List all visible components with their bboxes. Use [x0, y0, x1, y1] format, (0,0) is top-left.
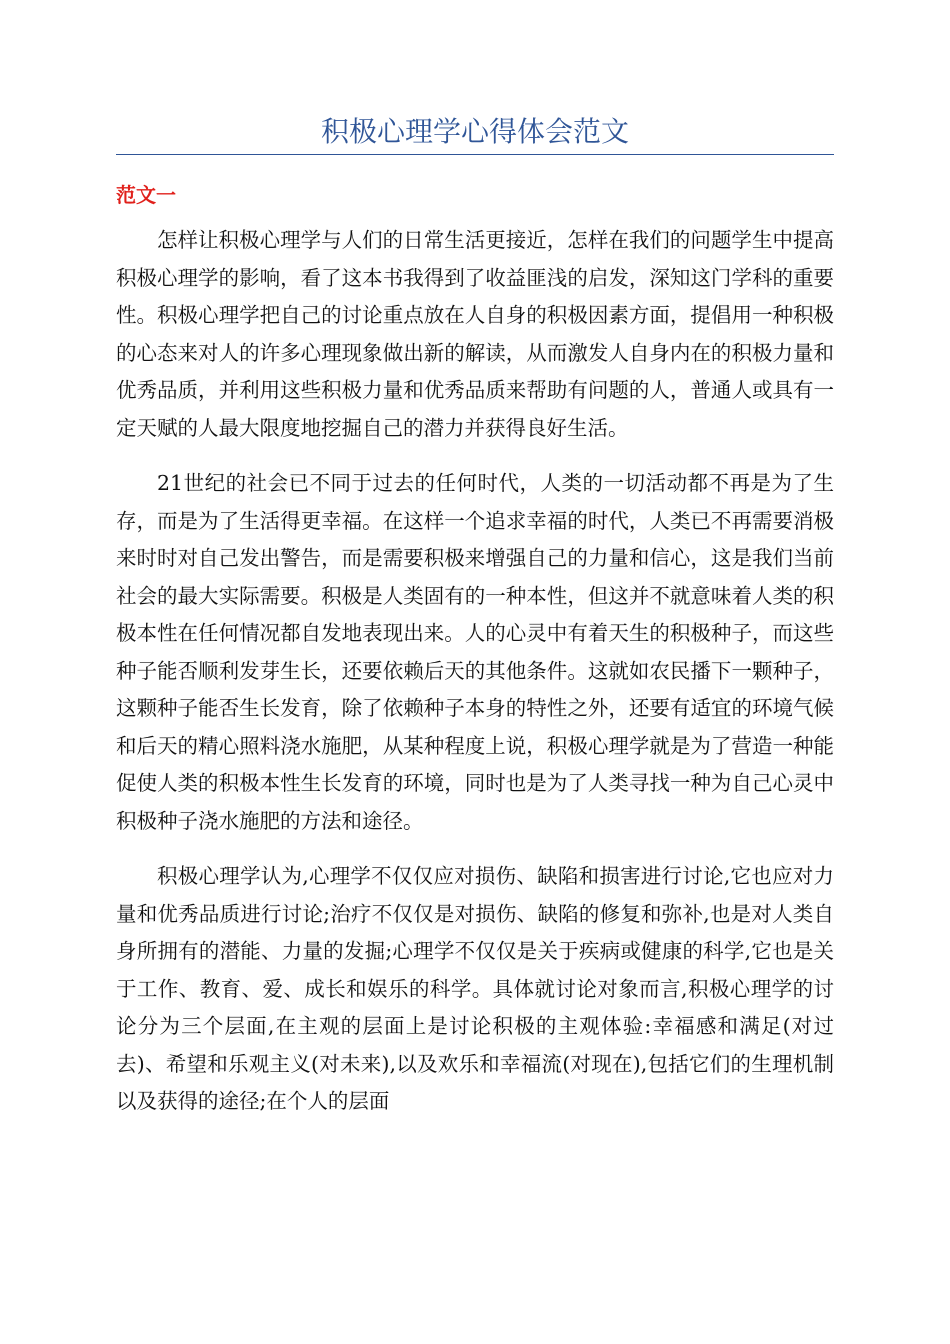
paragraph-1: 怎样让积极心理学与人们的日常生活更接近，怎样在我们的问题学生中提高积极心理学的影响，看了这本书我得到了收益匪浅的启发，深知这门学科的重要性。积极心理学把自己的讨论重点放在人自身的积极因素方面，提倡用一种积极的心态来对人的许多心理现象做出新的解读，从而激发人自身内在的积极力量和优秀品质，并利用这些积极力量和优秀品质来帮助有问题的人，普通人或具有一定天赋的人最大限度地挖掘自己的潜力并获得良好生活。 [116, 228, 834, 440]
paragraph-3: 积极心理学认为,心理学不仅仅应对损伤、缺陷和损害进行讨论,它也应对力量和优秀品质进行讨论;治疗不仅仅是对损伤、缺陷的修复和弥补,也是对人类自身所拥有的潜能、力量的发掘;心理学不仅仅是关于疾病或健康的科学,它也是关于工作、教育、爱、成长和娱乐的科学。具体就讨论对象而言,积极心理学的讨论分为三个层面,在主观的层面上是讨论积极的主观体验:幸福感和满足(对过去)、希望和乐观主义(对未来),以及欢乐和幸福流(对现在),包括它们的生理机制以及获得的途径;在个人的层面 [116, 864, 834, 1113]
section-heading: 范文一 [116, 183, 176, 207]
paragraph-2: 21世纪的社会已不同于过去的任何时代，人类的一切活动都不再是为了生存，而是为了生活得更幸福。在这样一个追求幸福的时代，人类已不再需要消极来时时对自己发出警告，而是需要积极来增强自己的力量和信心，这是我们当前社会的最大实际需要。积极是人类固有的一种本性，但这并不就意味着人类的积极本性在任何情况都自发地表现出来。人的心灵中有着天生的积极种子，而这些种子能否顺利发芽生长，还要依赖后天的其他条件。这就如农民播下一颗种子，这颗种子能否生长发育，除了依赖种子本身的特性之外，还要有适宜的环境气候和后天的精心照料浇水施肥，从某种程度上说，积极心理学就是为了营造一种能促使人类的积极本性生长发育的环境，同时也是为了人类寻找一种为自己心灵中积极种子浇水施肥的方法和途径。 [116, 471, 834, 833]
title-underline [116, 154, 834, 155]
document-title: 积极心理学心得体会范文 [320, 115, 629, 148]
document-body [116, 222, 834, 1139]
